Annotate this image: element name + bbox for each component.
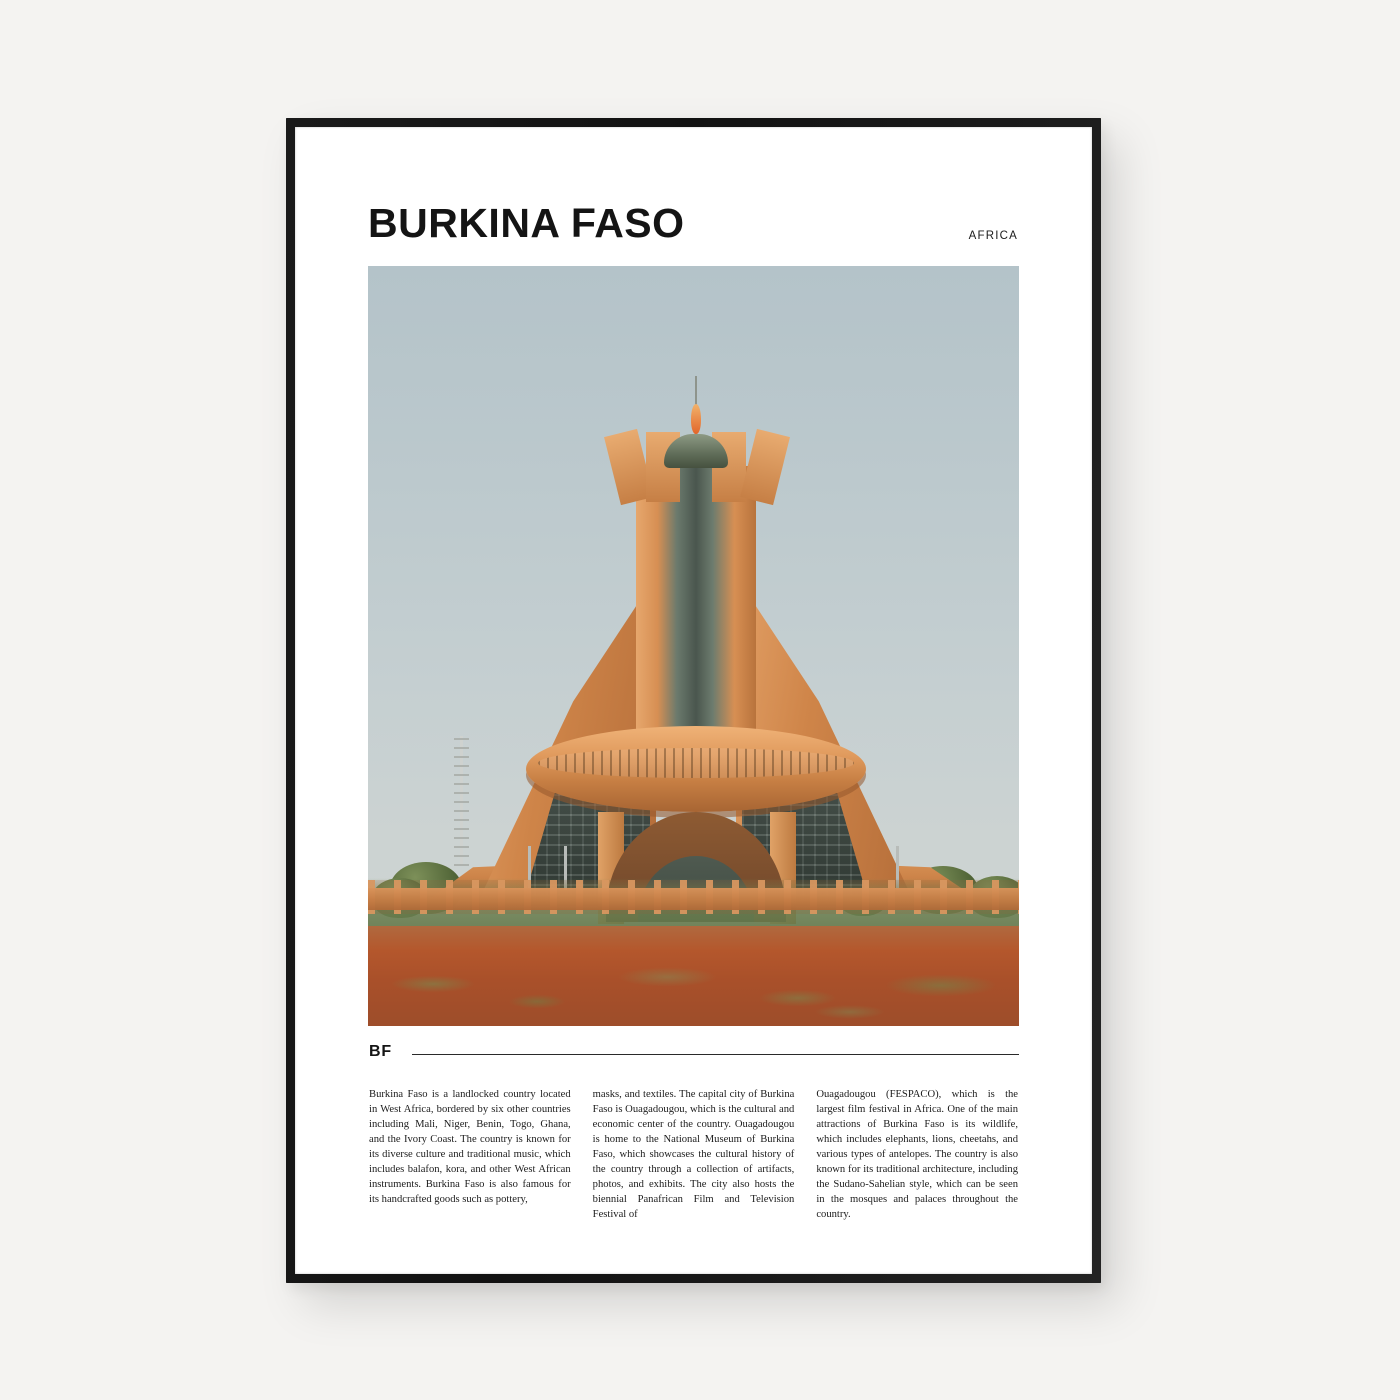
ground-shrubs [368, 956, 1019, 1026]
monument-column [636, 466, 756, 756]
description-column-3: Ouagadougou (FESPACO), which is the largest film festival in Africa. One of the main attractions of Burkina Faso is its wildlife, which includes elephants, lions, cheetahs, and various types of antelopes. The country is also known for its traditional architecture, including the Sudano-Sahelian style, which can be seen in the mosques and palaces throughout the country. [816, 1089, 1019, 1221]
monument [486, 426, 906, 906]
page-title: BURKINA FASO [368, 200, 685, 246]
picture-frame [286, 118, 1101, 1283]
travel-photo [368, 266, 1019, 1026]
description-column-2: masks, and textiles. The capital city of Burkina Faso is Ouagadougou, which is the cultural and economic center of the country. Ouagadougou is home to the National Museum of Burkina Faso, which showcases the cultural history of the country through a collection of artifacts, photos, and exhibits. The city also hosts the biennial Panafrican Film and Television Festival of [592, 1089, 795, 1221]
perimeter-fence [368, 888, 1019, 910]
frame-mat [295, 127, 1092, 1274]
caption-row [368, 1043, 1019, 1065]
region-label: AFRICA [968, 230, 1018, 242]
radio-tower-icon [460, 736, 463, 866]
poster-header [368, 200, 1019, 263]
description-column-1: Burkina Faso is a landlocked country located in West Africa, bordered by six other countries including Mali, Niger, Benin, Togo, Ghana, and the Ivory Coast. The country is known for its diverse culture and traditional music, which includes balafon, kora, and other West African instruments. Burkina Faso is also famous for its handcrafted goods such as pottery, [369, 1089, 571, 1206]
description-columns [369, 1087, 1018, 1222]
monument-petal [740, 429, 790, 505]
monument-ring-railing [538, 748, 854, 778]
flame-icon [691, 404, 701, 434]
country-code: BF [369, 1043, 392, 1060]
poster-artwork [368, 200, 1019, 1221]
divider [412, 1054, 1019, 1055]
